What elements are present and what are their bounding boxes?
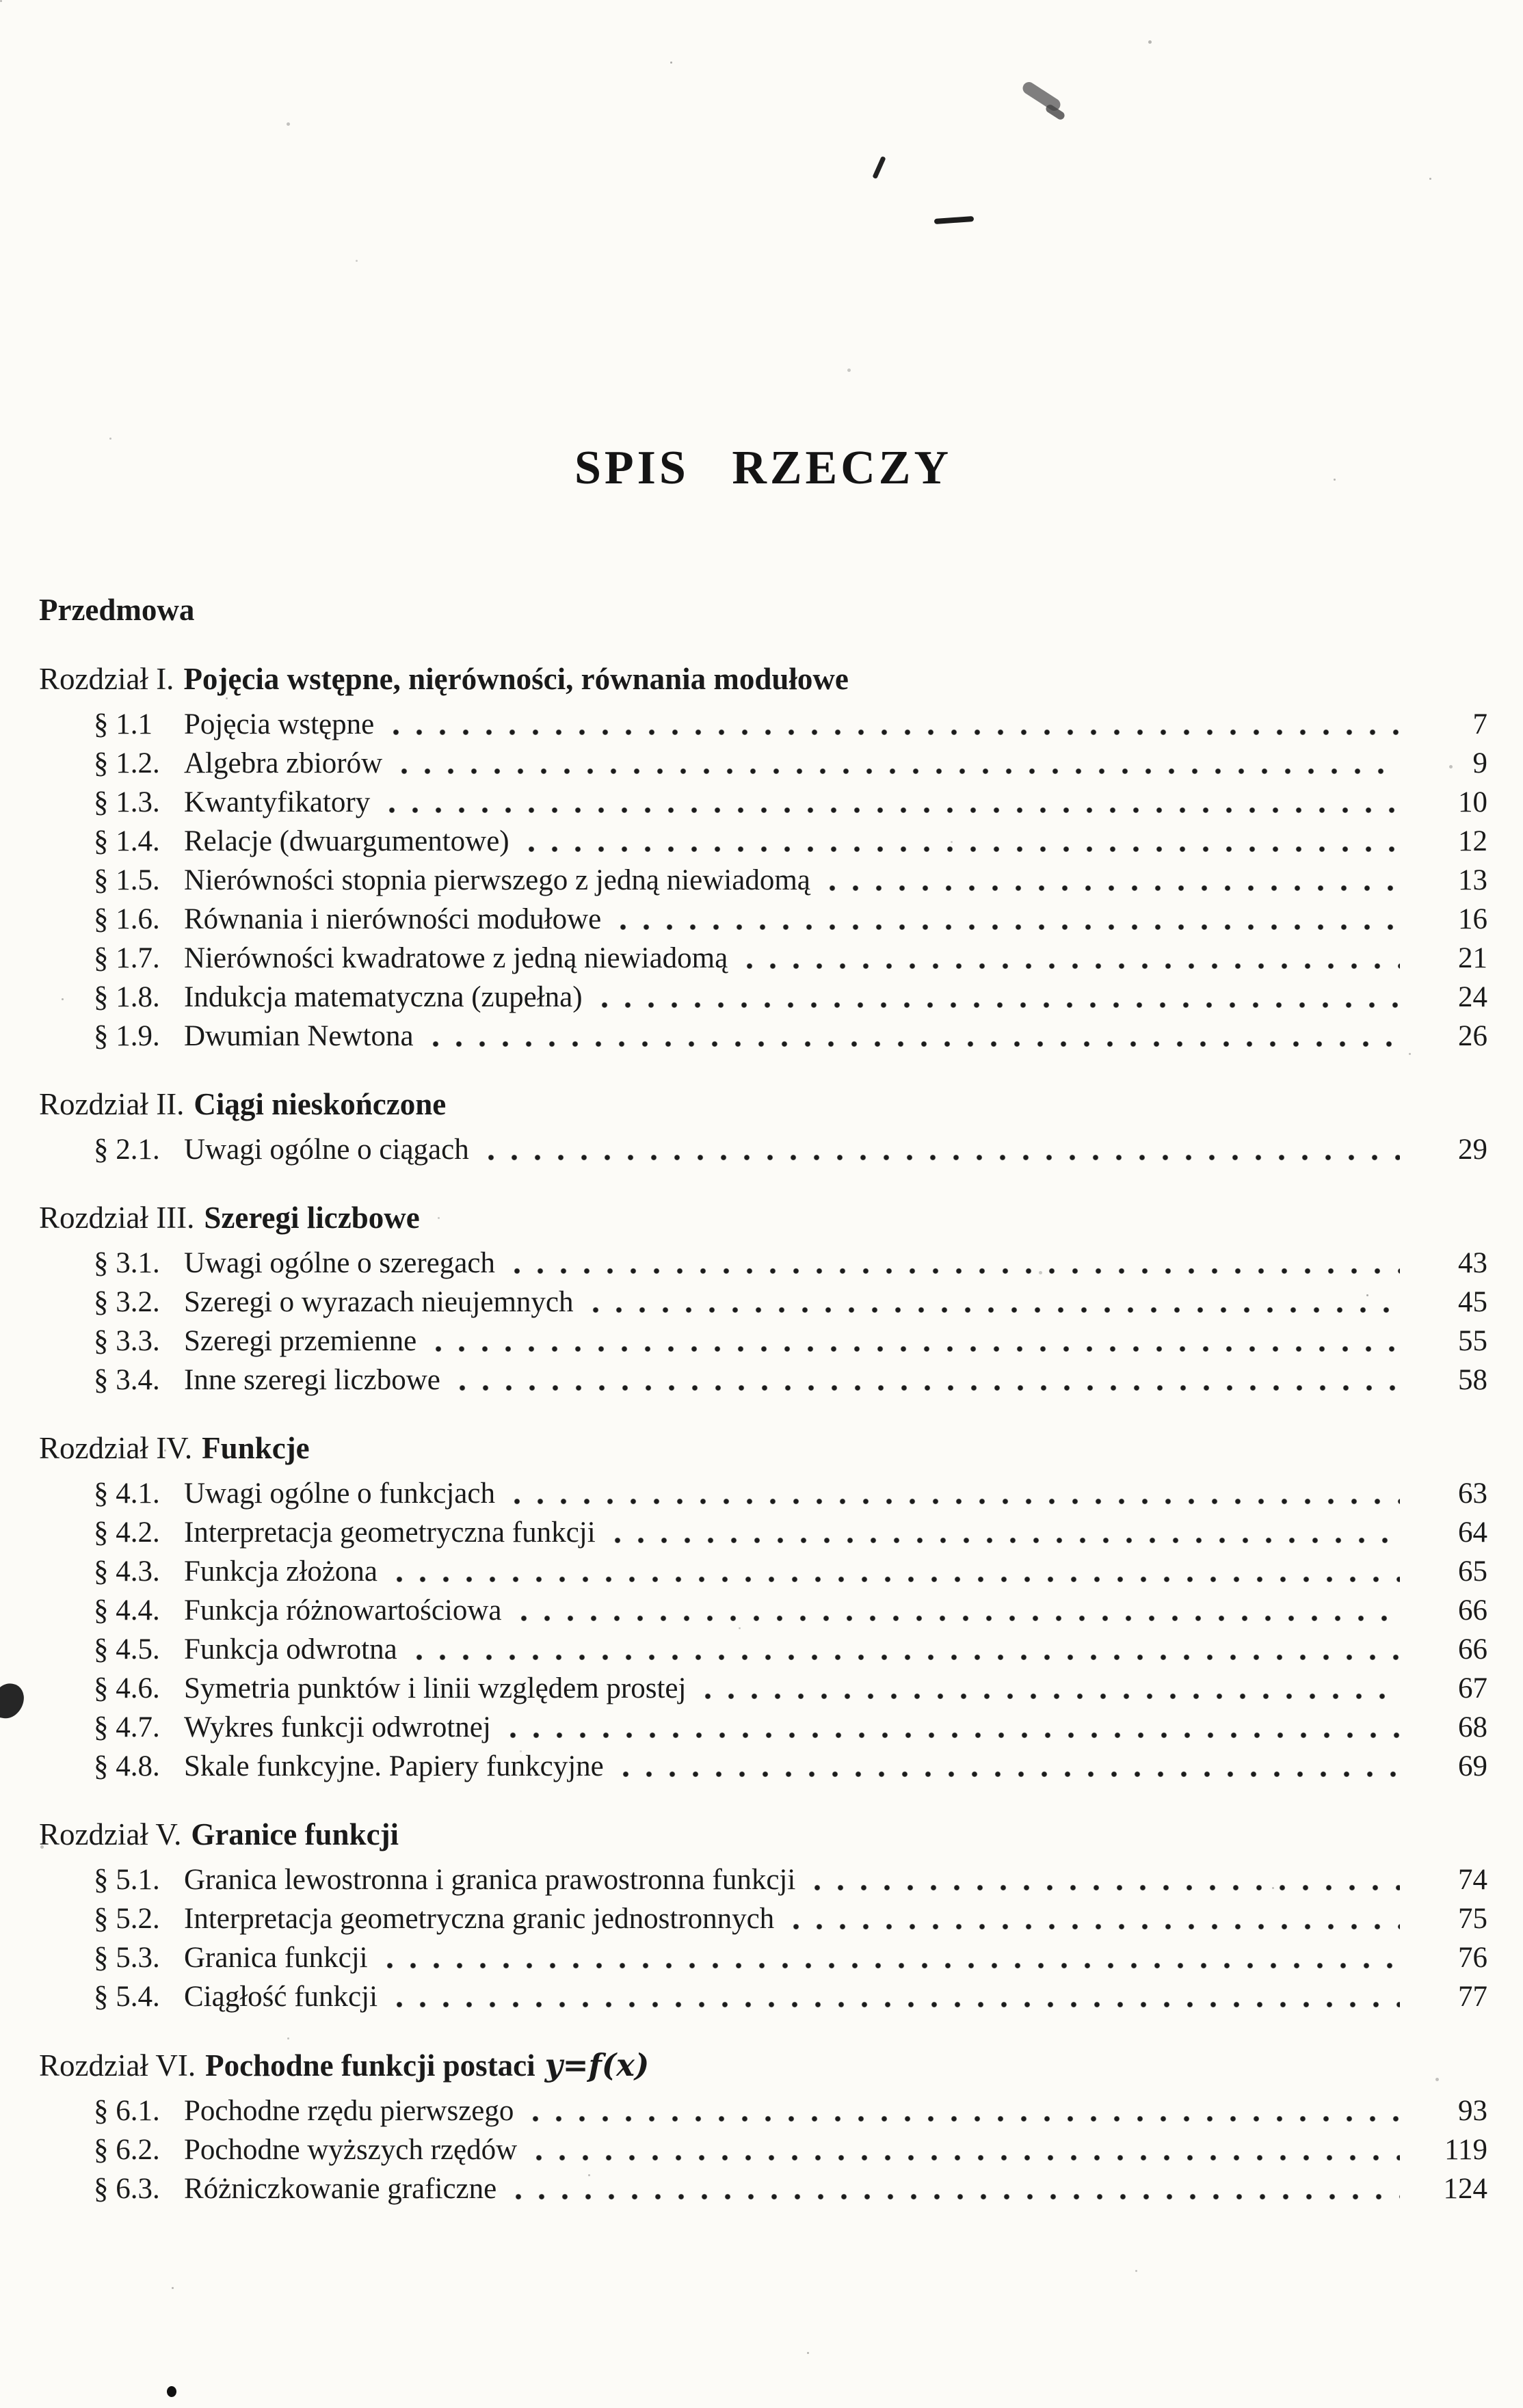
section-number: § 3.3. [94, 1325, 160, 1357]
section-number: § 1.8. [94, 981, 160, 1013]
leader-dots [600, 1000, 1400, 1010]
leader-dots [386, 1961, 1400, 1970]
section-number: § 4.1. [94, 1477, 160, 1510]
chapter-label: Rozdział V. [39, 1817, 182, 1851]
toc-entry-row [94, 866, 1487, 895]
toc-entry-row [94, 1557, 1487, 1586]
leader-dots [828, 883, 1400, 893]
section-title: Interpretacja geometryczna funkcji [184, 1516, 596, 1549]
chapter-header [39, 1433, 1487, 1464]
section-page: 10 [1458, 786, 1487, 818]
section-title: Nierówności kwadratowe z jedną niewiadomą [184, 942, 728, 974]
chapter-sections [39, 1865, 1487, 2011]
section-number: § 4.8. [94, 1750, 160, 1782]
chapter-header [39, 2047, 1487, 2083]
section-page: 68 [1458, 1711, 1487, 1743]
section-number: § 5.4. [94, 1981, 160, 2013]
section-page: 67 [1458, 1672, 1487, 1704]
section-title: Nierówności stopnia pierwszego z jedną niewiadomą [184, 864, 810, 896]
section-title: Szeregi o wyrazach nieujemnych [184, 1286, 574, 1318]
chapter-label: Rozdział VI. [39, 2048, 196, 2083]
toc-entry-row [94, 1365, 1487, 1395]
leader-dots [392, 727, 1400, 737]
toc-entry-row [94, 788, 1487, 817]
toc-entry-row [94, 1326, 1487, 1356]
leader-dots [487, 1153, 1400, 1162]
section-number: § 5.2. [94, 1903, 160, 1935]
page-title: SPIS RZECZY [574, 442, 953, 494]
leader-dots [514, 2192, 1400, 2202]
leader-dots [395, 2000, 1400, 2009]
leader-dots [745, 961, 1400, 971]
section-page: 12 [1458, 825, 1487, 857]
section-title: Funkcja różnowartościowa [184, 1594, 502, 1627]
section-page: 124 [1443, 2173, 1487, 2205]
toc-entry-row [94, 2135, 1487, 2165]
section-title: Uwagi ogólne o funkcjach [184, 1477, 495, 1510]
chapter-sections [39, 710, 1487, 1051]
leader-dots [400, 766, 1400, 776]
section-title: Równania i nierówności modułowe [184, 903, 602, 935]
chapter-math-formula: y=f(x) [544, 2047, 650, 2083]
section-page: 58 [1458, 1364, 1487, 1396]
chapter-block [39, 1203, 1487, 1395]
toc-entry-row [94, 1674, 1487, 1703]
toc-entry-row [94, 2096, 1487, 2126]
chapter-sections [39, 1248, 1487, 1395]
toc-entry-row [94, 905, 1487, 934]
section-page: 69 [1458, 1750, 1487, 1782]
chapter-label: Rozdział I. [39, 662, 174, 696]
chapter-label: Rozdział II. [39, 1087, 185, 1121]
toc-entry-row [94, 1518, 1487, 1547]
section-title: Interpretacja geometryczna granic jednostronnych [184, 1903, 775, 1935]
section-page: 75 [1458, 1903, 1487, 1935]
leader-dots [395, 1575, 1400, 1584]
leader-dots [513, 1266, 1400, 1276]
section-number: § 4.5. [94, 1633, 160, 1665]
section-number: § 4.6. [94, 1672, 160, 1704]
section-title: Indukcja matematyczna (zupełna) [184, 981, 583, 1013]
section-title: Uwagi ogólne o ciągach [184, 1134, 469, 1166]
section-number: § 1.9. [94, 1020, 160, 1052]
leader-dots [458, 1383, 1400, 1393]
leader-dots [622, 1769, 1400, 1779]
section-title: Relacje (dwuargumentowe) [184, 825, 509, 857]
section-number: § 3.4. [94, 1364, 160, 1396]
section-page: 93 [1458, 2095, 1487, 2127]
leader-dots [704, 1691, 1400, 1701]
section-number: § 5.3. [94, 1942, 160, 1974]
section-number: § 4.2. [94, 1516, 160, 1549]
chapter-label: Rozdział IV. [39, 1431, 193, 1465]
section-number: § 1.4. [94, 825, 160, 857]
toc-entry-row [94, 1479, 1487, 1508]
section-number: § 1.5. [94, 864, 160, 896]
chapter-sections [39, 1479, 1487, 1781]
section-title: Uwagi ogólne o szeregach [184, 1247, 495, 1279]
section-page: 45 [1458, 1286, 1487, 1318]
section-page: 24 [1458, 981, 1487, 1013]
section-page: 7 [1472, 708, 1487, 740]
section-number: § 6.2. [94, 2134, 160, 2166]
section-number: § 1.3. [94, 786, 160, 818]
section-page: 21 [1458, 942, 1487, 974]
section-page: 119 [1444, 2134, 1487, 2166]
section-number: § 1.7. [94, 942, 160, 974]
leader-dots [520, 1614, 1401, 1623]
toc-entry-row [94, 2174, 1487, 2204]
toc-entry-row [94, 1596, 1487, 1625]
chapter-block [39, 1433, 1487, 1781]
toc-list [39, 664, 1487, 2204]
leader-dots [388, 805, 1400, 815]
section-page: 66 [1458, 1594, 1487, 1627]
section-title: Symetria punktów i linii względem prostej [184, 1672, 687, 1704]
section-page: 65 [1458, 1555, 1487, 1588]
chapter-title: Funkcje [202, 1431, 310, 1465]
chapter-header [39, 1089, 1487, 1120]
toc-entry-row [94, 1982, 1487, 2011]
toc-entry-row [94, 1248, 1487, 1278]
section-title: Dwumian Newtona [184, 1020, 414, 1052]
section-page: 43 [1458, 1247, 1487, 1279]
section-number: § 1.1 [94, 708, 153, 740]
section-page: 26 [1458, 1020, 1487, 1052]
chapter-title: Pojęcia wstępne, nięrówności, równania modułowe [183, 662, 849, 696]
section-number: § 1.2. [94, 747, 160, 779]
section-title: Granica funkcji [184, 1942, 368, 1974]
chapter-sections [39, 2096, 1487, 2204]
chapter-title: Szeregi liczbowe [204, 1201, 420, 1235]
toc-entry-row [94, 1713, 1487, 1742]
section-number: § 2.1. [94, 1134, 160, 1166]
chapter-title: Granice funkcji [191, 1817, 399, 1851]
section-title: Różniczkowanie graficzne [184, 2173, 497, 2205]
section-number: § 3.2. [94, 1286, 160, 1318]
leader-dots [434, 1344, 1400, 1354]
section-number: § 5.1. [94, 1864, 160, 1896]
section-title: Wykres funkcji odwrotnej [184, 1711, 491, 1743]
chapter-header [39, 1203, 1487, 1233]
toc-entry-row [94, 1287, 1487, 1317]
leader-dots [432, 1039, 1400, 1049]
chapter-header [39, 664, 1487, 695]
toc-entry-row [94, 749, 1487, 778]
section-number: § 3.1. [94, 1247, 160, 1279]
section-page: 16 [1458, 903, 1487, 935]
chapter-title: Ciągi nieskończone [194, 1087, 447, 1121]
leader-dots [513, 1497, 1400, 1506]
section-title: Inne szeregi liczbowe [184, 1364, 440, 1396]
section-title: Pochodne rzędu pierwszego [184, 2095, 514, 2127]
toc-entry-row [94, 827, 1487, 856]
section-page: 13 [1458, 864, 1487, 896]
leader-dots [415, 1653, 1400, 1662]
section-number: § 4.7. [94, 1711, 160, 1743]
leader-dots [592, 1305, 1401, 1315]
chapter-header [39, 1819, 1487, 1850]
section-title: Szeregi przemienne [184, 1325, 417, 1357]
chapter-block [39, 1089, 1487, 1164]
section-page: 66 [1458, 1633, 1487, 1665]
section-number: § 6.1. [94, 2095, 160, 2127]
chapter-sections [39, 1135, 1487, 1164]
section-title: Granica lewostronna i granica prawostronna funkcji [184, 1864, 796, 1896]
scan-artifact [167, 2386, 176, 2397]
toc-entry-row [94, 944, 1487, 973]
section-title: Kwantyfikatory [184, 786, 371, 818]
leader-dots [509, 1730, 1400, 1740]
chapter-block [39, 1819, 1487, 2011]
section-page: 9 [1472, 747, 1487, 779]
chapter-label: Rozdział III. [39, 1201, 195, 1235]
section-title: Skale funkcyjne. Papiery funkcyjne [184, 1750, 604, 1782]
section-page: 29 [1458, 1134, 1487, 1166]
section-title: Algebra zbiorów [184, 747, 383, 779]
toc-entry-row [94, 1752, 1487, 1781]
toc-entry-row [94, 710, 1487, 739]
toc-entry-row [94, 982, 1487, 1012]
leader-dots [619, 922, 1400, 932]
scan-artifact [0, 1681, 27, 1722]
section-title: Pojęcia wstępne [184, 708, 375, 740]
toc-entry-row [94, 1865, 1487, 1895]
toc-entry-row [94, 1635, 1487, 1664]
section-title: Funkcja odwrotna [184, 1633, 397, 1665]
scan-noise [0, 0, 2, 2]
leader-dots [613, 1536, 1400, 1545]
chapter-title: Pochodne funkcji postaci [205, 2048, 535, 2083]
leader-dots [535, 2153, 1400, 2163]
leader-dots [792, 1922, 1400, 1931]
section-page: 76 [1458, 1942, 1487, 1974]
preface-entry: Przedmowa [39, 593, 195, 627]
toc-entry-row [94, 1021, 1487, 1051]
toc-entry-row [94, 1943, 1487, 1972]
leader-dots [527, 844, 1400, 854]
toc-entry-row [94, 1904, 1487, 1934]
section-page: 55 [1458, 1325, 1487, 1357]
section-number: § 4.3. [94, 1555, 160, 1588]
chapter-block [39, 2047, 1487, 2205]
toc-entry-row [94, 1135, 1487, 1164]
section-title: Ciągłość funkcji [184, 1981, 378, 2013]
section-number: § 1.6. [94, 903, 160, 935]
chapter-block [39, 664, 1487, 1051]
leader-dots [813, 1883, 1400, 1892]
section-page: 63 [1458, 1477, 1487, 1510]
section-page: 74 [1458, 1864, 1487, 1896]
section-number: § 6.3. [94, 2173, 160, 2205]
section-page: 77 [1458, 1981, 1487, 2013]
section-title: Funkcja złożona [184, 1555, 378, 1588]
leader-dots [531, 2114, 1400, 2124]
section-title: Pochodne wyższych rzędów [184, 2134, 518, 2166]
section-page: 64 [1458, 1516, 1487, 1549]
section-number: § 4.4. [94, 1594, 160, 1627]
